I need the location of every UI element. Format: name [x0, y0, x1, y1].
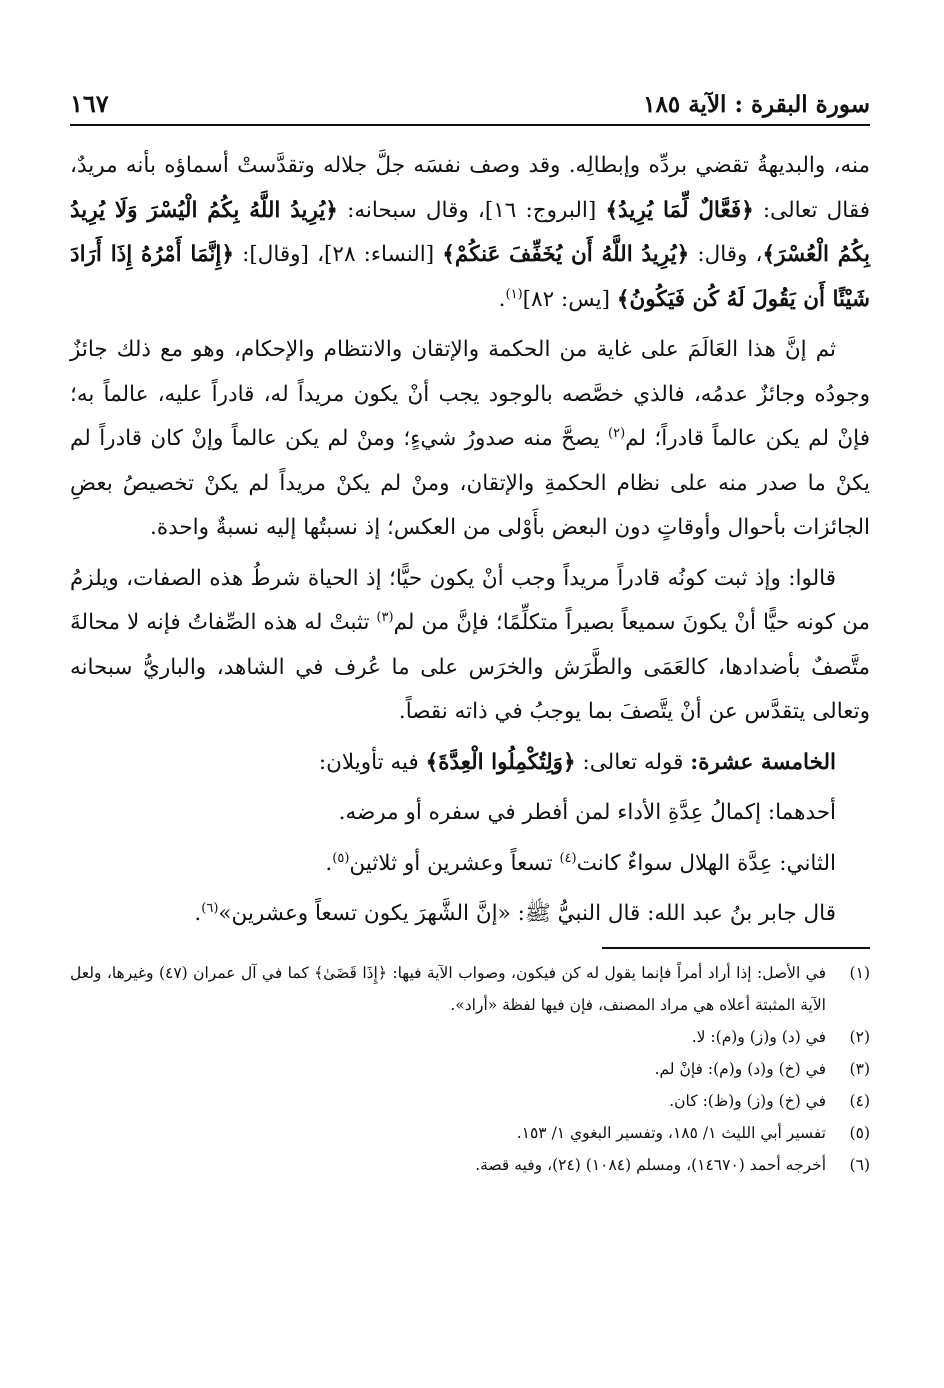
- quran-verse: ﴿وَلِتُكْمِلُوا الْعِدَّةَ﴾: [425, 749, 576, 775]
- footnote-text: أخرجه أحمد (١٤٦٧٠)، ومسلم (١٠٨٤) (٢٤)، وفيه قصة.: [475, 1155, 826, 1174]
- footnote-item: [70, 1149, 870, 1181]
- text-run: يصحَّ منه صدورُ شيءٍ؛ ومنْ لم يكن عالماً وإنْ كان قادراً لم يكنْ ما صدر منه على نظام الحكمةِ والإتقان، ومنْ لم يكنْ مريداً لم يكنْ تخصيصُ بعضِ الجائزات بأحوال وأوقاتٍ دون البعض بأَوْلى من العكس؛ إذ نسبتُها إليه نسبةٌ واحدة.: [70, 426, 870, 540]
- footnote-marker[interactable]: (٤): [559, 850, 577, 866]
- text-run: .: [325, 850, 333, 876]
- text-run: فيه تأويلان:: [318, 749, 426, 775]
- footnote-text: في (خ) و(ز) و(ظ): كان.: [669, 1091, 826, 1110]
- quran-verse: ﴿فَعَّالٌ لِّمَا يُرِيدُ﴾: [605, 197, 754, 223]
- text-run: قوله تعالى:: [575, 749, 691, 775]
- quran-verse: ﴿إِنَّمَا أَمْرُهُ إِذَا أَرَادَ شَيْئًا أَن يَقُولَ لَهُ كُن فَيَكُونُ﴾: [70, 242, 870, 312]
- footnote-item: [70, 1085, 870, 1117]
- footnote-marker[interactable]: (٢): [608, 425, 626, 441]
- footnote-divider: [602, 947, 870, 949]
- text-run: أحدهما: إكمالُ عِدَّةِ الأداء لمن أفطر في سفره أو مرضه.: [338, 800, 836, 825]
- footnote-text: في (د) و(ز) و(م): لا.: [691, 1027, 826, 1046]
- text-run: قال جابر بنُ عبد الله: قال النبيُّ ﷺ: «إنَّ الشَّهرَ يكون تسعاً وعشرين»: [218, 901, 836, 926]
- text-run: [يس: ٨٢]: [522, 286, 617, 312]
- text-run: .: [194, 901, 202, 926]
- text-run: تسعاً وعشرين أو ثلاثين: [349, 850, 560, 876]
- text-run: [النساء: ٢٨]، [وقال]:: [233, 242, 443, 267]
- footnotes: [70, 957, 870, 1181]
- section-label: الخامسة عشرة:: [690, 749, 836, 775]
- paragraph-4: [70, 741, 870, 786]
- text-run: الثاني: عِدَّة الهلال سواءٌ كانت: [576, 850, 836, 876]
- footnote-item: [70, 957, 870, 1021]
- text-run: .: [498, 286, 506, 312]
- footnote-marker[interactable]: (٥): [332, 850, 350, 866]
- footnote-item: [70, 1021, 870, 1053]
- footnote-marker[interactable]: (٦): [201, 900, 219, 916]
- paragraph-2: [70, 328, 870, 551]
- text-run: ثم إنَّ هذا العَالَمَ على غاية من الحكمة والإتقان والانتظام والإحكام، وهو مع ذلك جائزٌ وجودُه وجائزٌ عدمُه، فالذي خصَّصه بالوجود يجب أنْ يكون مريداً له، قادراً عليه، عالماً به؛ فإنْ لم يكن عالماً قادراً؛ لم: [70, 337, 870, 451]
- text-run: منه، والبديهةُ تقضي بردِّه وإبطالِه. وقد وصف نفسَه جلَّ جلاله وتقدَّستْ أسماؤه بأنه مريدٌ، فقال تعالى:: [70, 153, 871, 223]
- text-run: ، وقال:: [689, 242, 763, 267]
- footnote-text: في (خ) و(د) و(م): فإنْ لم.: [654, 1059, 826, 1078]
- footnote-number: (٢): [849, 1027, 870, 1046]
- surah-title: سورة البقرة : الآية ١٨٥: [643, 91, 870, 118]
- quran-verse: ﴿يُرِيدُ اللَّهُ أَن يُخَفِّفَ عَنكُمْ﴾: [442, 242, 690, 267]
- paragraph-3: [70, 557, 870, 735]
- footnote-marker[interactable]: (٣): [376, 609, 394, 625]
- paragraph-1: [70, 144, 870, 322]
- paragraph-7: [70, 892, 870, 937]
- quran-verse: ﴿يُرِيدُ اللَّهُ بِكُمُ الْيُسْرَ وَلَا يُرِيدُ بِكُمُ الْعُسْرَ﴾: [70, 197, 870, 267]
- footnote-number: (١): [849, 963, 870, 982]
- footnote-number: (٥): [849, 1123, 870, 1142]
- footnote-item: [70, 1053, 870, 1085]
- main-text: [70, 144, 870, 937]
- paragraph-5: [70, 791, 870, 836]
- text-run: [البروج: ١٦]، وقال سبحانه:: [337, 197, 606, 223]
- book-page: [70, 78, 870, 1368]
- footnote-number: (٤): [849, 1091, 870, 1110]
- text-run: تثبتْ له هذه الصِّفاتُ فإنه لا محالةَ متَّصفٌ بأضدادها، كالعَمَى والطَّرَش والخرَس على ما عُرف في الشاهد، والباريُّ سبحانه وتعالى يتقدَّس عن أنْ يتَّصفَ بما يوجبُ في ذاته نقصاً.: [70, 610, 870, 724]
- footnote-text: تفسير أبي الليث ١/ ١٨٥، وتفسير البغوي ١/ ١٥٣.: [516, 1123, 826, 1142]
- footnote-number: (٣): [849, 1059, 870, 1078]
- paragraph-6: [70, 842, 870, 887]
- footnote-item: [70, 1117, 870, 1149]
- page-number: ١٦٧: [70, 89, 109, 118]
- text-run: قالوا: وإذ ثبت كونُه قادراً مريداً وجب أنْ يكون حيًّا؛ إذ الحياة شرطُ هذه الصفات، ويلزمُ من كونه حيًّا أنْ يكونَ سميعاً بصيراً متكلِّمًا؛ فإنَّ من لم: [70, 565, 870, 635]
- footnote-number: (٦): [849, 1155, 870, 1174]
- running-head: [70, 78, 870, 126]
- footnote-text: في الأصل: إذا أراد أمراً فإنما يقول له كن فيكون، وصواب الآية فيها: ﴿إِذَا قَضَىٰ﴾ كما في آل عمران (٤٧) وغيرها، ولعل الآية المثبتة أعلاه هي مراد المصنف، فإن فيها لفظة «أراد».: [70, 963, 827, 1014]
- footnote-marker[interactable]: (١): [505, 286, 523, 302]
